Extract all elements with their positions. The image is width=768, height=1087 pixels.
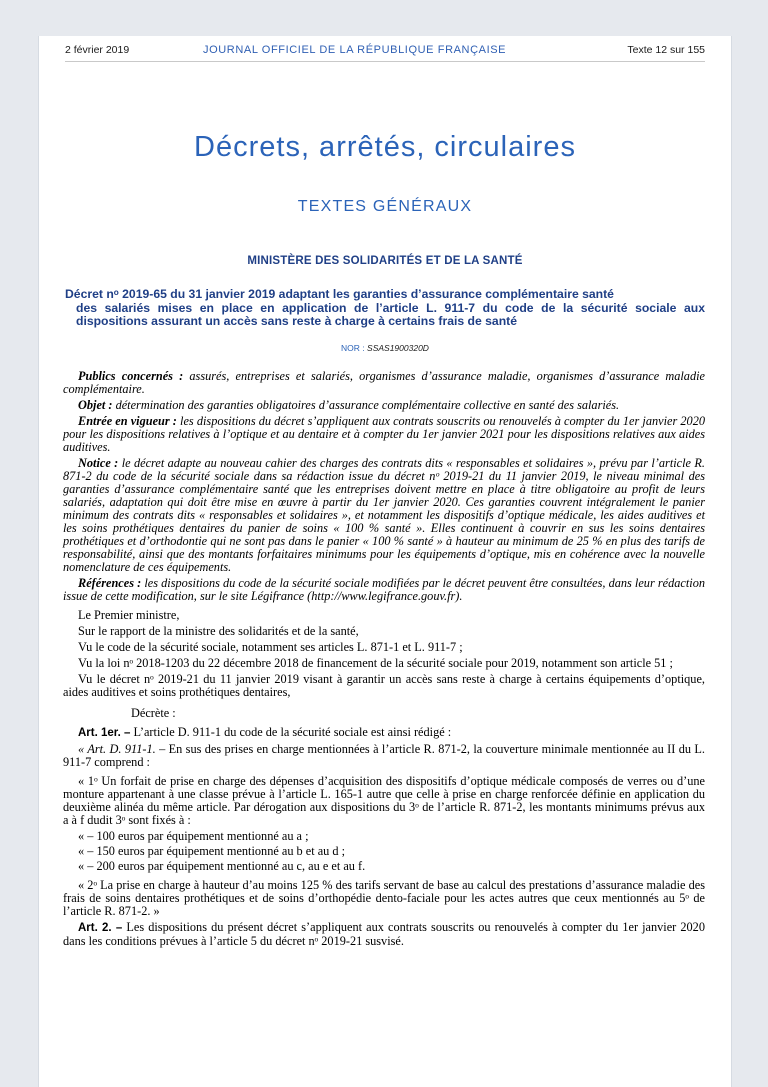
- notice-text: le décret adapte au nouveau cahier des charges des contrats dits « responsables et solidaires », prévu par l’article R. 871-2 du code de la sécurité sociale dans sa rédaction issue du décret nᵒ 2019-21 du 11 janvier 2019, le niveau minimal des garanties d’assurance complémentaire santé que les entreprises doivent mettre en place à titre obligatoire au profit de leurs salariés, adaptation qui doit être mise en œuvre à partir du 1er janvier 2020. Ces garanties couvrent intégralement le panier minimum des contrats dits « responsables et solidaires », et notamment les dispositifs d’optique médicale, les aides auditives et les soins prothétiques dentaires du panier de soins « 100 % santé ». Elles continuent à couvrir en sus les soins dentaires prothétiques et d’orthodontie qui ne sont pas dans le panier « 100 % santé » à hauteur au minimum de 25 % en plus des tarifs de responsabilité, ainsi que des montants forfaitaires minimums pour les équipements d’optique, mis en cohérence avec la nouvelle nomenclature de ces équipements.: [63, 456, 705, 574]
- nor-label: NOR :: [341, 343, 365, 353]
- decree-title: [65, 288, 705, 329]
- preamble-line: Sur le rapport de la ministre des solidarités et de la santé,: [78, 624, 359, 638]
- list-item: « – 200 euros par équipement mentionné au c, au e et au f.: [78, 859, 366, 873]
- journal-name: JOURNAL OFFICIEL DE LA RÉPUBLIQUE FRANÇAISE: [203, 44, 507, 56]
- nor-reference: [39, 343, 731, 353]
- objet-label: Objet :: [78, 398, 113, 412]
- preamble-line: Vu la loi nᵒ 2018-1203 du 22 décembre 2018 de financement de la sécurité sociale pour 2019, notamment son article 51 ;: [78, 656, 673, 670]
- article-1-heading: [63, 726, 705, 740]
- decree-title-line1: Décret nᵒ 2019-65 du 31 janvier 2019 adaptant les garanties d’assurance complémentaire santé: [65, 287, 614, 301]
- section-title: Décrets, arrêtés, circulaires: [194, 131, 576, 163]
- article-1-quote-label: « Art. D. 911-1.: [78, 742, 156, 756]
- text-reference: Texte 12 sur 155: [627, 44, 705, 56]
- document-page: [38, 36, 732, 1087]
- article-1-label: Art. 1er. –: [78, 727, 131, 739]
- article-1-quote: [63, 743, 705, 769]
- article-1-text: L’article D. 911-1 du code de la sécurité sociale est ainsi rédigé :: [133, 725, 452, 739]
- ministry-name: MINISTÈRE DES SOLIDARITÉS ET DE LA SANTÉ: [247, 255, 523, 267]
- notice-paragraph: [63, 457, 705, 574]
- amounts-list: [63, 830, 705, 873]
- publics-label: Publics concernés :: [78, 369, 184, 383]
- header-divider: [65, 61, 705, 62]
- publication-date: 2 février 2019: [65, 44, 130, 56]
- references-paragraph: [63, 577, 705, 603]
- section-subtitle: TEXTES GÉNÉRAUX: [297, 198, 473, 215]
- decree-title-line2: des salariés mises en place en application de l’article L. 911-7 du code de la sécurité sociale aux dispositions assurant un accès sans reste à charge à certains frais de santé: [76, 300, 705, 328]
- list-item: « – 100 euros par équipement mentionné au a ;: [78, 829, 309, 843]
- page-header: [65, 44, 705, 60]
- list-item: « – 150 euros par équipement mentionné au b et au d ;: [78, 844, 346, 858]
- decree-body: [63, 370, 705, 951]
- article-1-point-2: « 2ᵒ La prise en charge à hauteur d’au moins 125 % des tarifs servant de base au calcul des prestations d’assurance maladie des frais de soins dentaires prothétiques et de soins d’orthopédie dento-faciale pour les actes autres que ceux mentionnés au 5ᵒ de l’article R. 871-2. »: [63, 878, 705, 918]
- publics-text: assurés, entreprises et salariés, organismes d’assurance maladie, organismes d’assurance maladie complémentaire.: [63, 369, 705, 396]
- publics-paragraph: [63, 370, 705, 396]
- article-2-text: Les dispositions du présent décret s’appliquent aux contrats souscrits ou renouvelés à compter du 1er janvier 2020 dans les conditions prévues à l’article 5 du décret nᵒ 2019-21 susvisé.: [63, 920, 705, 948]
- entree-paragraph: [63, 415, 705, 454]
- preamble-line: Vu le code de la sécurité sociale, notamment ses articles L. 871-1 et L. 911-7 ;: [78, 640, 463, 654]
- objet-text: détermination des garanties obligatoires d’assurance complémentaire collective en santé des salariés.: [115, 398, 620, 412]
- article-1-quote-text: – En sus des prises en charge mentionnées à l’article R. 871-2, la couverture minimale mentionnée au II du L. 911-7 comprend :: [63, 742, 705, 769]
- objet-paragraph: [63, 399, 705, 412]
- references-label: Références :: [78, 576, 142, 590]
- entree-text: les dispositions du décret s’appliquent aux contrats souscrits ou renouvelés à compter du 1er janvier 2020 pour les dispositions relatives à l’optique et au dentaire et à compter du 1er janvier 2021 pour les dispositions relatives aux aides auditives.: [63, 414, 705, 454]
- preamble-line: Vu le décret nᵒ 2019-21 du 11 janvier 2019 visant à garantir un accès sans reste à charge à certains équipements d’optique, aides auditives et soins prothétiques dentaires,: [63, 672, 705, 699]
- decrete-line: Décrète :: [131, 706, 176, 720]
- nor-code: SSAS1900320D: [367, 343, 429, 353]
- entree-label: Entrée en vigueur :: [78, 414, 177, 428]
- article-2: [63, 921, 705, 948]
- article-1-point-1: « 1ᵒ Un forfait de prise en charge des dépenses d’acquisition des dispositifs d’optique médicale composés de verres ou d’une monture appartenant à une classe prévue à l’article L. 165-1 autre que celle à prise en charge renforcée définie en application du deuxième alinéa du même article. Par dérogation aux dispositions du 3ᵒ de l’article R. 871-2, les montants minimums prévus aux a à f dudit 3ᵒ sont fixés à :: [63, 774, 705, 827]
- preamble-line: Le Premier ministre,: [78, 608, 180, 622]
- notice-label: Notice :: [78, 456, 119, 470]
- references-text: les dispositions du code de la sécurité sociale modifiées par le décret peuvent être consultées, dans leur rédaction issue de cette modification, sur le site Légifrance (http://www.legifrance.gouv.fr).: [63, 576, 705, 603]
- article-2-label: Art. 2. –: [78, 922, 123, 934]
